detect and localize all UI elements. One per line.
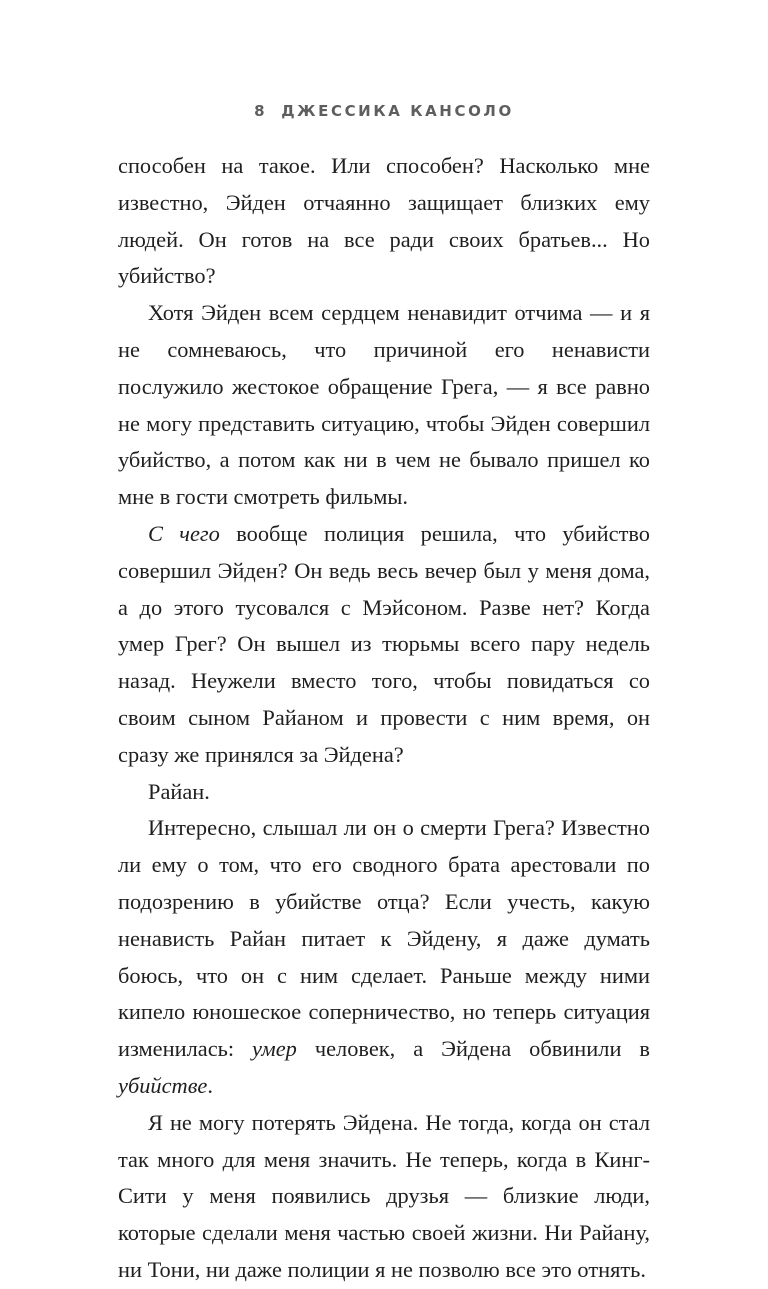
page-number: 8 — [254, 102, 268, 120]
paragraph-4: Райан. — [148, 778, 210, 804]
paragraph-5-end: . — [207, 1072, 213, 1098]
paragraph-5-middle: человек, а Эйдена обвинили в — [296, 1036, 650, 1062]
italic-phrase: С чего — [148, 520, 220, 546]
body-text — [118, 148, 650, 1289]
italic-word-died: умер — [252, 1036, 297, 1062]
paragraph-6: Я не могу потерять Эйдена. Не тогда, когда он стал так много для меня значить. Не теперь, когда в Кинг-Сити у меня появились друзья — близкие люди, которые сделали меня частью своей жизни. Ни Райану, ни Тони, ни даже полиции я не позволю все это отнять. — [118, 1109, 650, 1282]
paragraph-2: Хотя Эйден всем сердцем ненавидит отчима — и я не сомневаюсь, что причиной его ненависти послужило жестокое обращение Грега, — я все равно не могу представить ситуацию, чтобы Эйден совершил убийство, а потом как ни в чем не бывало пришел ко мне в гости смотреть фильмы. — [118, 300, 650, 510]
italic-word-murder: убийстве — [118, 1072, 208, 1098]
paragraph-3-text: вообще полиция решила, что убийство совершил Эйден? Он ведь весь вечер был у меня дома, а до этого тусовался с Мэйсоном. Разве нет? Когда умер Грег? Он вышел из тюрьмы всего пару недель назад. Неужели вместо того, чтобы повидаться со своим сыном Райаном и провести с ним время, он сразу же принялся за Эйдена? — [118, 520, 650, 767]
running-header — [0, 102, 768, 120]
paragraph-5 — [118, 810, 650, 1104]
paragraph-1: способен на такое. Или способен? Насколько мне известно, Эйден отчаянно защищает близких ему людей. Он готов на все ради своих братьев... Но убийство? — [118, 153, 650, 289]
paragraph-3 — [118, 516, 650, 774]
running-title: ДЖЕССИКА КАНСОЛО — [281, 102, 514, 120]
paragraph-5-text: Интересно, слышал ли он о смерти Грега? Известно ли ему о том, что его сводного брата арестовали по подозрению в убийстве отца? Если учесть, какую ненависть Райан питает к Эйдену, я даже думать боюсь, что он с ним сделает. Раньше между ними кипело юношеское соперничество, но теперь ситуация изменилась: — [118, 815, 650, 1062]
